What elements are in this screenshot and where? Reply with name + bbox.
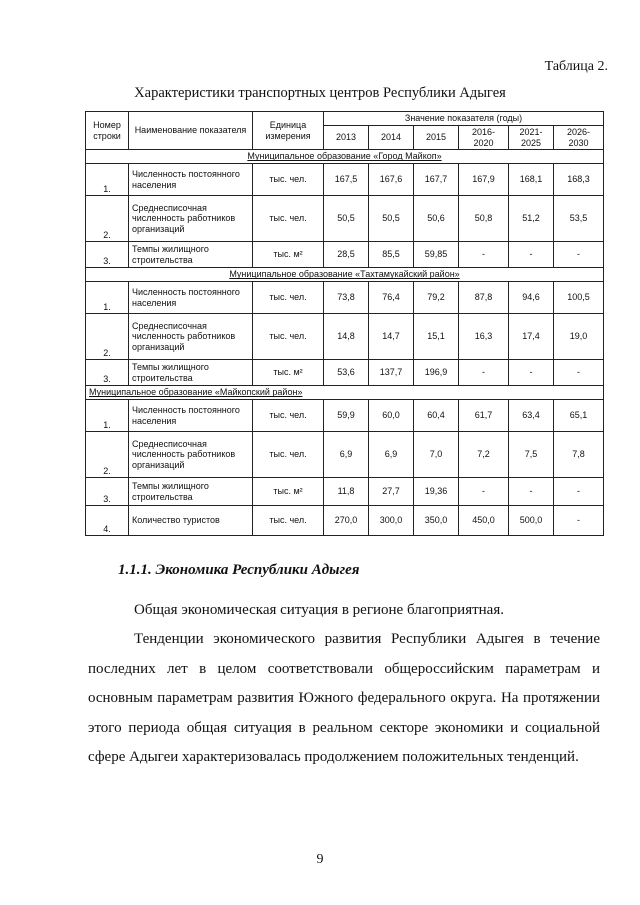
header-year: 2015 [414, 125, 459, 150]
header-year: 2013 [324, 125, 369, 150]
value-cell: 100,5 [554, 282, 604, 314]
header-indicator: Наименование показателя [129, 112, 253, 150]
value-cell: 61,7 [459, 400, 509, 432]
value-cell: - [459, 242, 509, 268]
row-number: 1. [86, 164, 129, 196]
value-cell: 167,7 [414, 164, 459, 196]
value-cell: - [509, 242, 554, 268]
value-cell: - [554, 360, 604, 386]
value-cell: 60,4 [414, 400, 459, 432]
unit-cell: тыс. чел. [253, 400, 324, 432]
value-cell: 168,3 [554, 164, 604, 196]
value-cell: 19,36 [414, 478, 459, 506]
table-row [86, 242, 604, 268]
value-cell: 50,8 [459, 196, 509, 242]
value-cell: 6,9 [324, 432, 369, 478]
table-label: Таблица 2. [544, 59, 608, 74]
indicator-name: Численность постоянного населения [129, 400, 253, 432]
transport-centers-table [85, 111, 604, 536]
value-cell: - [459, 360, 509, 386]
row-number: 1. [86, 282, 129, 314]
row-number: 3. [86, 242, 129, 268]
value-cell: - [554, 242, 604, 268]
table-row [86, 164, 604, 196]
page-number: 9 [316, 852, 324, 867]
unit-cell: тыс. м² [253, 242, 324, 268]
value-cell: 63,4 [509, 400, 554, 432]
value-cell: - [509, 360, 554, 386]
value-cell: 15,1 [414, 314, 459, 360]
value-cell: 167,5 [324, 164, 369, 196]
row-number: 2. [86, 196, 129, 242]
value-cell: 16,3 [459, 314, 509, 360]
value-cell: 7,8 [554, 432, 604, 478]
row-number: 4. [86, 506, 129, 536]
unit-cell: тыс. чел. [253, 282, 324, 314]
value-cell: - [554, 478, 604, 506]
indicator-name: Среднесписочная численность работников организаций [129, 314, 253, 360]
indicator-name: Численность постоянного населения [129, 282, 253, 314]
section-title: Муниципальное образование «Майкопский район» [86, 386, 604, 400]
value-cell: 137,7 [369, 360, 414, 386]
value-cell: 85,5 [369, 242, 414, 268]
value-cell: 50,5 [324, 196, 369, 242]
section-title: Муниципальное образование «Тахтамукайский район» [86, 268, 604, 282]
value-cell: 14,8 [324, 314, 369, 360]
value-cell: 53,6 [324, 360, 369, 386]
value-cell: 350,0 [414, 506, 459, 536]
header-row-number: Номер строки [86, 112, 129, 150]
value-cell: 50,5 [369, 196, 414, 242]
paragraph: Общая экономическая ситуация в регионе благоприятная. [134, 602, 504, 618]
value-cell: 65,1 [554, 400, 604, 432]
unit-cell: тыс. м² [253, 478, 324, 506]
indicator-name: Темпы жилищного строительства [129, 242, 253, 268]
indicator-name: Численность постоянного населения [129, 164, 253, 196]
indicator-name: Среднесписочная численность работников организаций [129, 196, 253, 242]
table-row [86, 400, 604, 432]
value-cell: 17,4 [509, 314, 554, 360]
table-title: Характеристики транспортных центров Республики Адыгея [134, 85, 506, 101]
unit-cell: тыс. чел. [253, 432, 324, 478]
value-cell: - [509, 478, 554, 506]
paragraph: Тенденции экономического развития Республики Адыгея в течение последних лет в целом соответствовали общероссийским параметрам и основным параметрам развития Южного федерального округа. На протяжении этого периода общая ситуация в реальном секторе экономики и социальной сфере Адыгеи характеризовалась продолжением положительных тенденций. [88, 631, 600, 765]
table-row [86, 478, 604, 506]
value-cell: 11,8 [324, 478, 369, 506]
value-cell: 87,8 [459, 282, 509, 314]
value-cell: 7,5 [509, 432, 554, 478]
row-number: 1. [86, 400, 129, 432]
value-cell: 94,6 [509, 282, 554, 314]
indicator-name: Темпы жилищного строительства [129, 478, 253, 506]
value-cell: 59,85 [414, 242, 459, 268]
value-cell: - [459, 478, 509, 506]
value-cell: 6,9 [369, 432, 414, 478]
table-row [86, 360, 604, 386]
value-cell: 168,1 [509, 164, 554, 196]
value-cell: 51,2 [509, 196, 554, 242]
value-cell: 76,4 [369, 282, 414, 314]
header-unit: Единица измерения [253, 112, 324, 150]
value-cell: 167,6 [369, 164, 414, 196]
value-cell: 14,7 [369, 314, 414, 360]
value-cell: 73,8 [324, 282, 369, 314]
unit-cell: тыс. м² [253, 360, 324, 386]
table-row [86, 314, 604, 360]
value-cell: 500,0 [509, 506, 554, 536]
header-values-group: Значение показателя (годы) [324, 112, 604, 126]
value-cell: 60,0 [369, 400, 414, 432]
value-cell: 7,2 [459, 432, 509, 478]
row-number: 3. [86, 478, 129, 506]
value-cell: 450,0 [459, 506, 509, 536]
indicator-name: Среднесписочная численность работников организаций [129, 432, 253, 478]
value-cell: 300,0 [369, 506, 414, 536]
value-cell: 196,9 [414, 360, 459, 386]
value-cell: 59,9 [324, 400, 369, 432]
value-cell: - [554, 506, 604, 536]
row-number: 2. [86, 314, 129, 360]
section-title: Муниципальное образование «Город Майкоп» [86, 150, 604, 164]
header-year: 2014 [369, 125, 414, 150]
row-number: 3. [86, 360, 129, 386]
indicator-name: Количество туристов [129, 506, 253, 536]
value-cell: 27,7 [369, 478, 414, 506]
unit-cell: тыс. чел. [253, 314, 324, 360]
indicator-name: Темпы жилищного строительства [129, 360, 253, 386]
unit-cell: тыс. чел. [253, 164, 324, 196]
table-row [86, 506, 604, 536]
header-year: 2026-2030 [554, 125, 604, 150]
table-row [86, 282, 604, 314]
row-number: 2. [86, 432, 129, 478]
value-cell: 53,5 [554, 196, 604, 242]
unit-cell: тыс. чел. [253, 506, 324, 536]
unit-cell: тыс. чел. [253, 196, 324, 242]
value-cell: 167,9 [459, 164, 509, 196]
value-cell: 28,5 [324, 242, 369, 268]
table-row [86, 196, 604, 242]
value-cell: 50,6 [414, 196, 459, 242]
value-cell: 7,0 [414, 432, 459, 478]
section-heading: 1.1.1. Экономика Республики Адыгея [118, 562, 360, 578]
header-year: 2021-2025 [509, 125, 554, 150]
value-cell: 270,0 [324, 506, 369, 536]
table-row [86, 432, 604, 478]
value-cell: 79,2 [414, 282, 459, 314]
header-year: 2016-2020 [459, 125, 509, 150]
value-cell: 19,0 [554, 314, 604, 360]
